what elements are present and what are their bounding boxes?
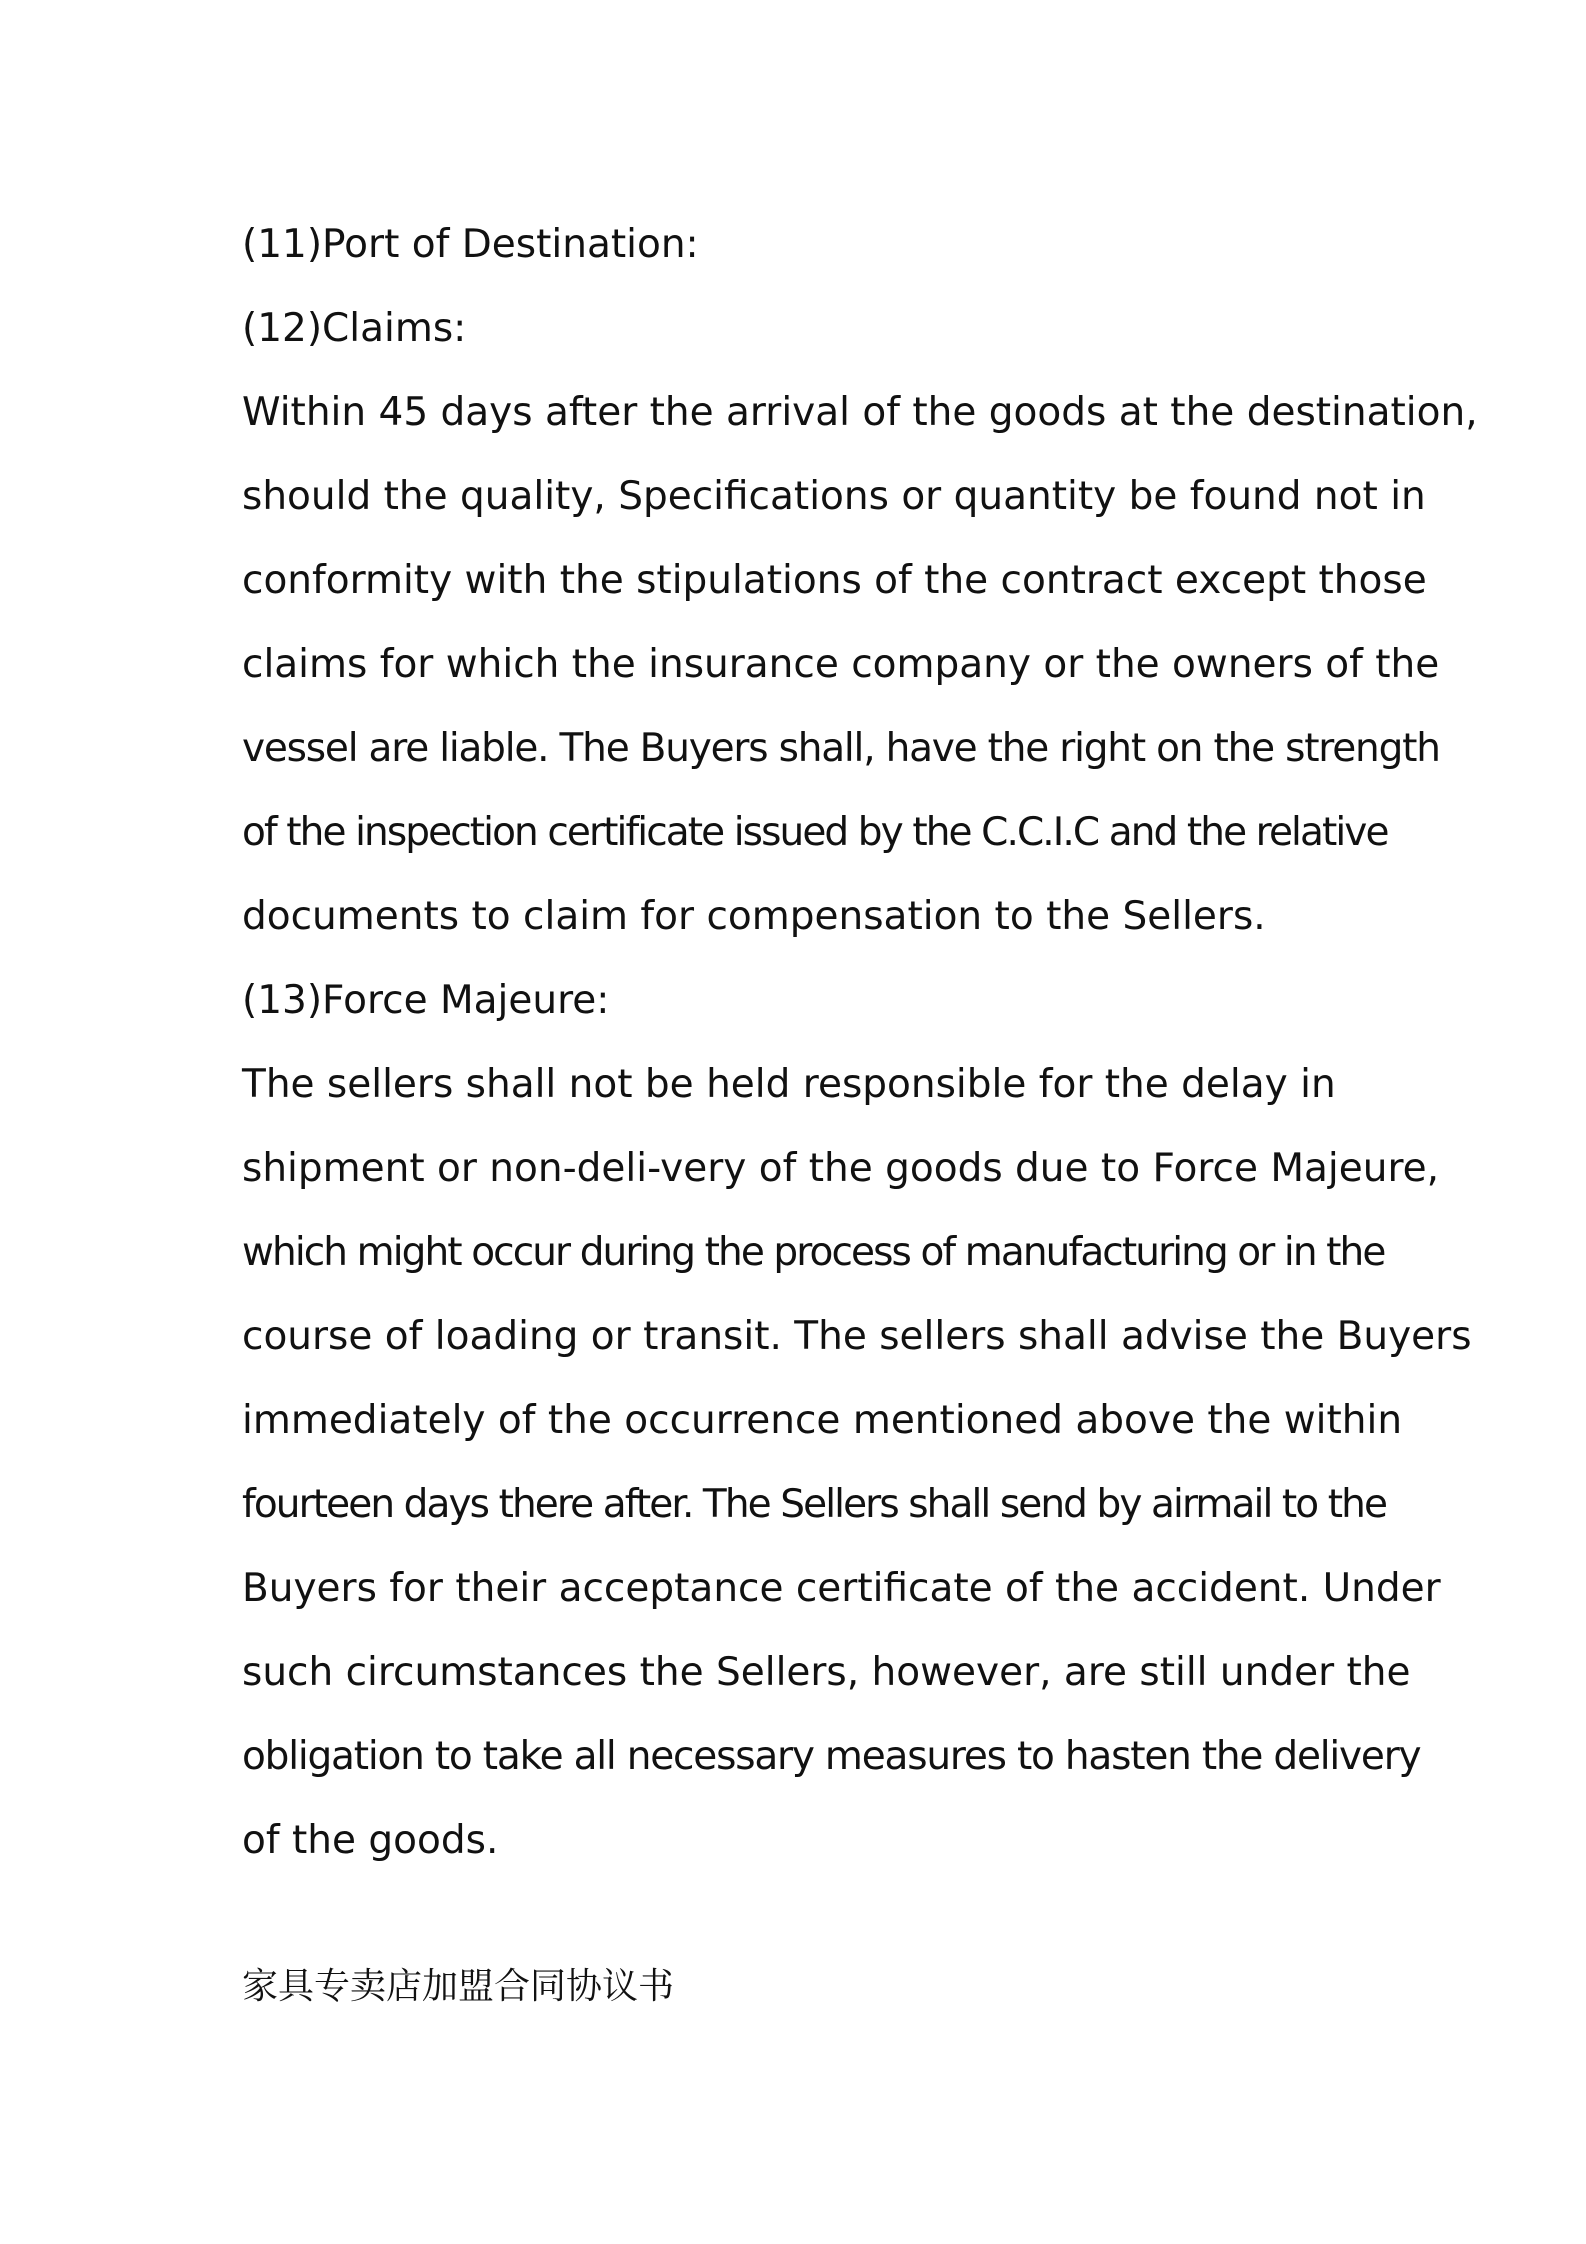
heading-force-majeure: (13)Force Majeure: [242,978,610,1023]
force-majeure-text-line: of the goods. [242,1818,499,1863]
heading-claims: (12)Claims: [242,306,467,351]
claims-text-line: of the inspection certificate issued by the C.C.I.C and the relative [242,810,1388,855]
claims-text-line: Within 45 days after the arrival of the goods at the destination, [242,390,1478,435]
heading-port-of-destination: (11)Port of Destination: [242,222,699,267]
claims-text-line: claims for which the insurance company or the owners of the [242,642,1440,687]
claims-text-line: vessel are liable. The Buyers shall, have the right on the strength [242,726,1440,771]
force-majeure-text-line: course of loading or transit. The sellers shall advise the Buyers [242,1314,1472,1359]
chinese-document-title: 家具专卖店加盟合同协议书 [242,1966,675,2007]
claims-text-line: documents to claim for compensation to the Sellers. [242,894,1266,939]
force-majeure-text-line: fourteen days there after. The Sellers shall send by airmail to the [242,1482,1387,1527]
force-majeure-text-line: immediately of the occurrence mentioned above the within [242,1398,1403,1443]
contract-body [242,203,1478,1883]
force-majeure-text-line: obligation to take all necessary measures to hasten the delivery [242,1734,1421,1779]
force-majeure-text-line: The sellers shall not be held responsible for the delay in [242,1062,1336,1107]
force-majeure-text-line: Buyers for their acceptance certificate of the accident. Under [242,1566,1441,1611]
force-majeure-text-line: such circumstances the Sellers, however, are still under the [242,1650,1411,1695]
force-majeure-text-line: shipment or non-deli-very of the goods due to Force Majeure, [242,1146,1440,1191]
force-majeure-text-line: which might occur during the process of manufacturing or in the [242,1230,1385,1275]
claims-text-line: conformity with the stipulations of the contract except those [242,558,1427,603]
claims-text-line: should the quality, Specifications or quantity be found not in [242,474,1426,519]
